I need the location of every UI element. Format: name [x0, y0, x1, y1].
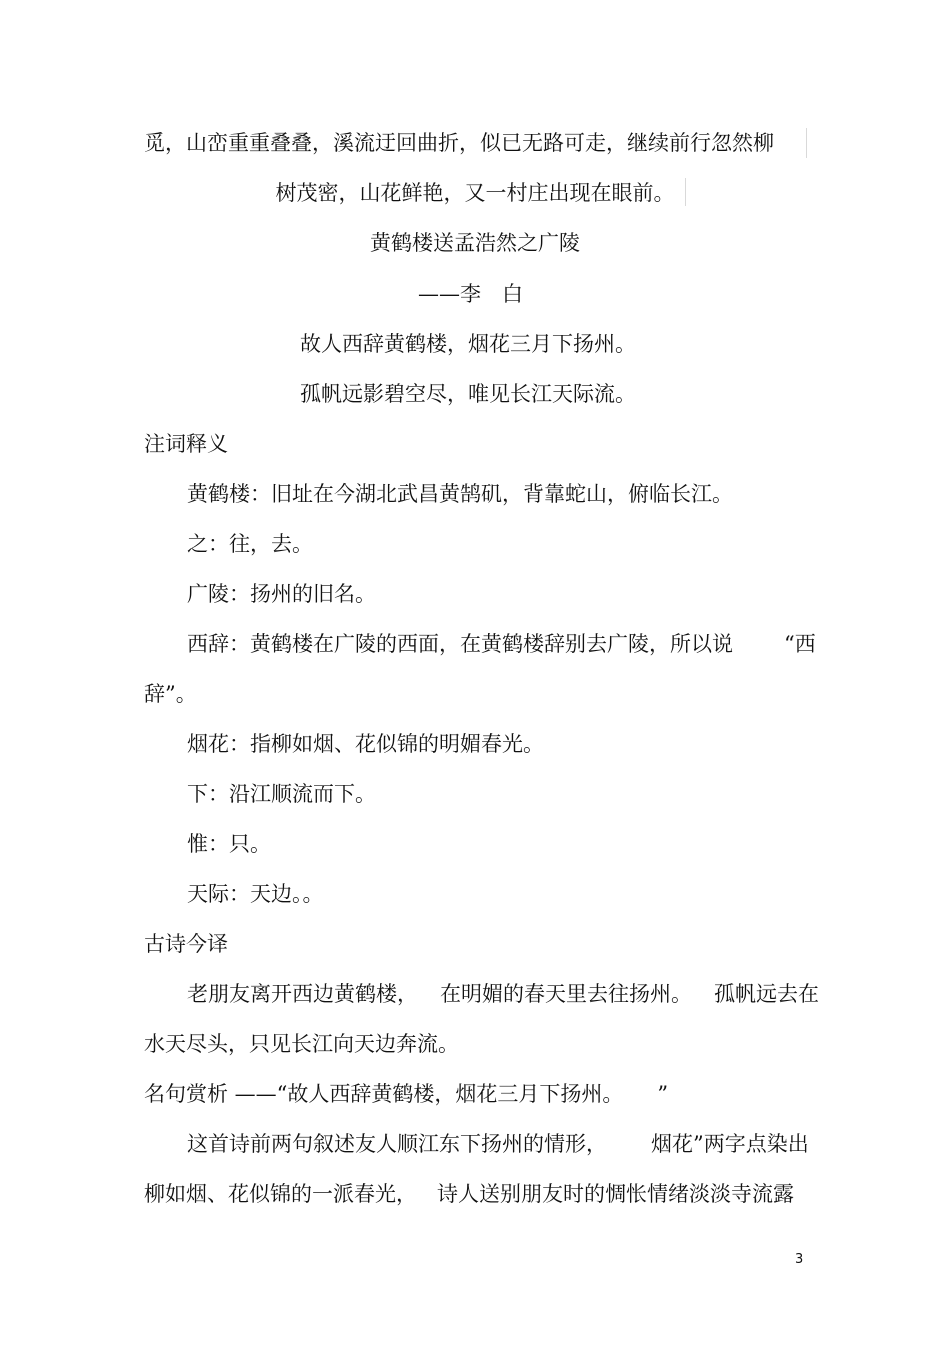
analysis-fragment: 这首诗前两句叙述友人顺江东下扬州的情形， [187, 1132, 607, 1156]
author-given: 李 [460, 282, 481, 306]
note-item: 烟花：指柳如烟、花似锦的明媚春光。 [187, 732, 544, 756]
section-heading-quote [144, 1081, 668, 1107]
poem-verse-1: 故人西辞黄鹤楼，烟花三月下扬州。 [300, 332, 636, 356]
note-item: 惟：只。 [187, 832, 271, 856]
translation-line-2: 水天尽头，只见长江向天边奔流。 [144, 1032, 459, 1056]
note-item-wrap: 辞”。 [144, 682, 197, 706]
translation-line-1 [187, 981, 819, 1007]
note-item: 黄鹤楼：旧址在今湖北武昌黄鹄矶，背靠蛇山，俯临长江。 [187, 482, 733, 506]
note-item: 天际：天边。。 [187, 882, 324, 906]
note-item-continuation: “西 [784, 632, 816, 656]
translation-fragment: 在明媚的春天里去往扬州。 [440, 982, 692, 1006]
poem-verse-2: 孤帆远影碧空尽，唯见长江天际流。 [300, 382, 636, 406]
section-heading-notes: 注词释义 [144, 432, 228, 456]
translation-fragment: 老朋友离开西边黄鹤楼， [187, 982, 418, 1006]
note-item: 之：往，去。 [187, 532, 313, 556]
section-heading-translation: 古诗今译 [144, 932, 228, 956]
text-line-2: 树茂密，山花鲜艳，又一村庄出现在眼前。 [275, 181, 675, 205]
author-dash: —— [418, 282, 460, 306]
analysis-fragment: 诗人送别朋友时的惆怅情绪淡淡寺流露 [437, 1182, 794, 1206]
margin-rule-top [806, 128, 807, 158]
poem-author [418, 281, 523, 307]
note-item: 西辞：黄鹤楼在广陵的西面，在黄鹤楼辞别去广陵，所以说 [187, 632, 733, 656]
author-name: 白 [502, 282, 523, 306]
quote-close-mark: ” [657, 1082, 669, 1106]
poem-title: 黄鹤楼送孟浩然之广陵 [370, 231, 580, 255]
analysis-line-2 [144, 1181, 794, 1207]
note-item: 下：沿江顺流而下。 [187, 782, 376, 806]
text-line-1: 觅，山峦重重叠叠，溪流迂回曲折，似已无路可走，继续前行忽然柳 [144, 131, 774, 155]
quote-heading-text: 名句赏析 ——“故人西辞黄鹤楼，烟花三月下扬州。 [144, 1082, 624, 1106]
page-number: 3 [795, 1252, 804, 1267]
analysis-fragment: 柳如烟、花似锦的一派春光， [144, 1182, 417, 1206]
note-item: 广陵：扬州的旧名。 [187, 582, 376, 606]
translation-fragment: 孤帆远去在 [714, 982, 819, 1006]
analysis-line-1 [187, 1131, 809, 1157]
analysis-fragment: 烟花”两字点染出 [651, 1132, 809, 1156]
